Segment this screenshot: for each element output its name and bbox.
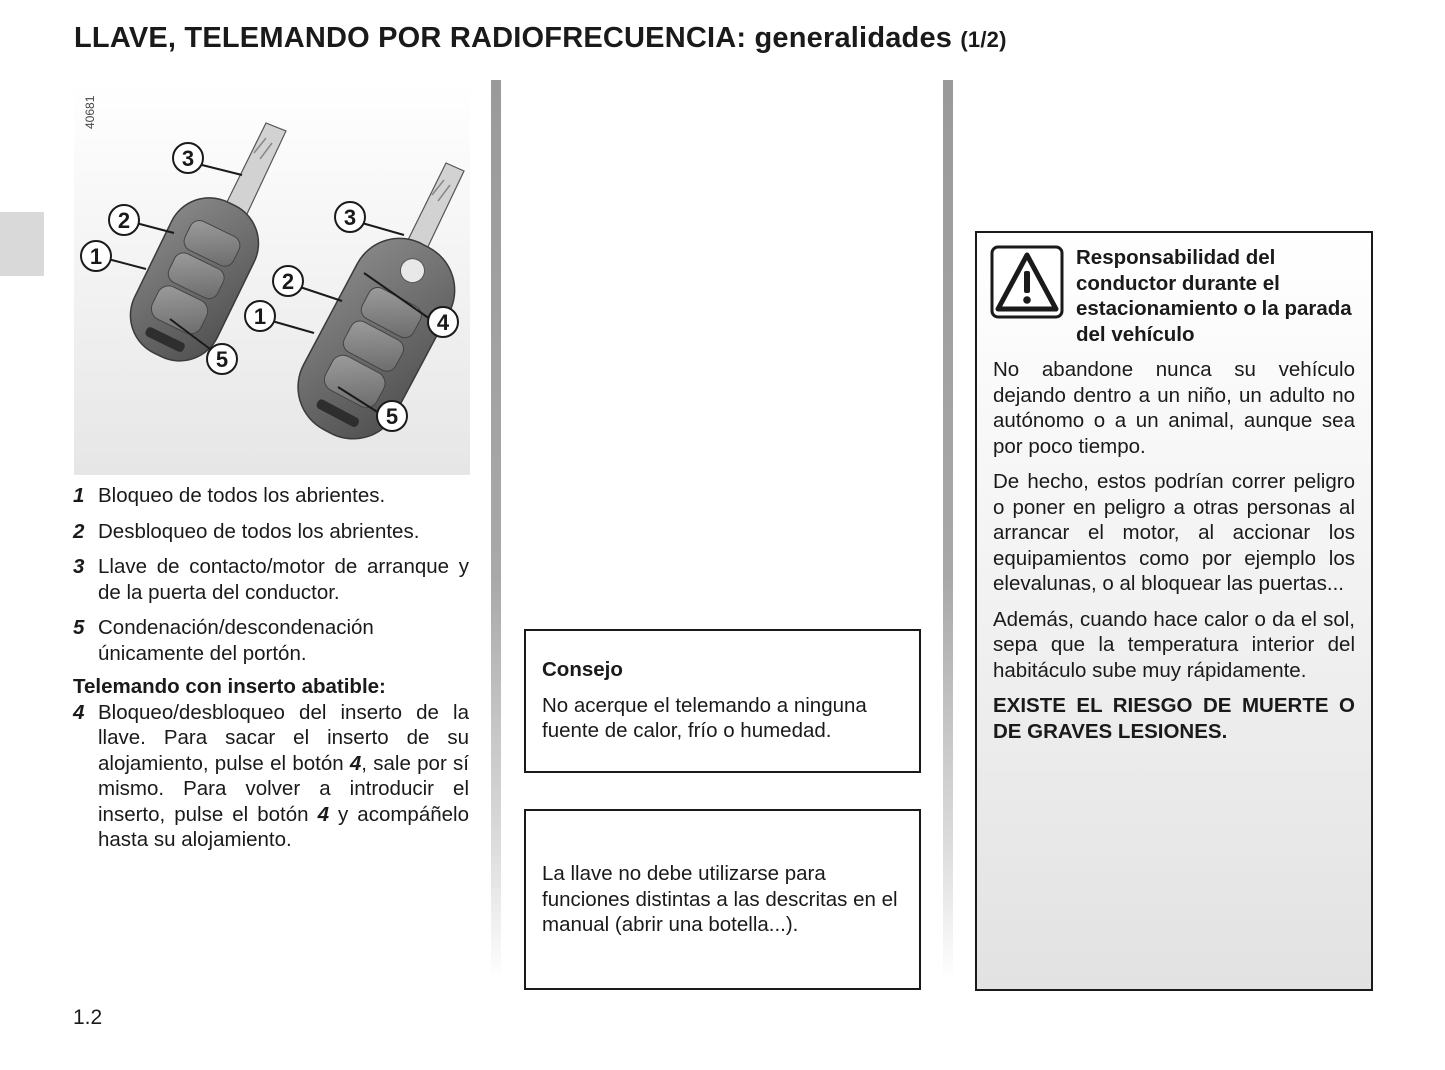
legend-subheading: Telemando con inserto abatible: bbox=[73, 675, 386, 698]
key-illustration bbox=[74, 83, 470, 475]
callout-3-left-label: 3 bbox=[181, 146, 195, 171]
legend-item-4-text-c: y acompáñelo hasta su alojamiento. bbox=[98, 802, 469, 851]
button-ref: 4 bbox=[317, 802, 329, 826]
callout-2-right-label: 2 bbox=[281, 269, 295, 294]
callout-2-left-label: 2 bbox=[117, 208, 131, 233]
callout-3-right-label: 3 bbox=[343, 205, 357, 230]
advice-heading: Consejo bbox=[542, 658, 623, 681]
legend-item bbox=[73, 483, 469, 509]
legend-item-number: 2 bbox=[73, 519, 85, 543]
callout-5-right-label: 5 bbox=[385, 404, 399, 429]
legend-item-number: 5 bbox=[73, 616, 85, 639]
key-drawing bbox=[74, 83, 470, 475]
legend-item-number: 4 bbox=[73, 700, 85, 724]
legend-item-4-text-b: , sale por sí mismo. Para volver a introducir el inserto, pulse el botón bbox=[98, 751, 469, 826]
legend-item-text: Condenación/descondenación únicamente del portón. bbox=[98, 616, 374, 665]
warning-title: Responsabilidad del conductor durante el estacionamiento o la parada del vehículo bbox=[1076, 246, 1352, 346]
key-usage-note bbox=[524, 809, 921, 990]
advice-box bbox=[524, 629, 921, 773]
warning-box bbox=[975, 231, 1373, 991]
figure-code: 40681 bbox=[83, 95, 97, 129]
callout-4-right-label: 4 bbox=[436, 310, 450, 335]
legend-list bbox=[73, 483, 469, 863]
warning-header bbox=[993, 245, 1355, 347]
button-ref: 4 bbox=[349, 751, 362, 775]
legend-item-text: Bloqueo de todos los abrientes. bbox=[98, 484, 386, 507]
advice-text: No acerque el telemando a ninguna fuente de calor, frío o humedad. bbox=[542, 693, 867, 742]
warning-paragraph: No abandone nunca su vehículo dejando dentro a un niño, un adulto no autónomo o a un animal, aunque sea por poco tiempo. bbox=[993, 358, 1355, 458]
legend-item-4-text-a: Bloqueo/desbloqueo del inserto de la llave. Para sacar el inserto de su alojamiento, pulse el botón bbox=[98, 700, 469, 775]
legend-item bbox=[73, 615, 469, 666]
column-divider-right bbox=[943, 80, 953, 980]
column-divider-left bbox=[491, 80, 501, 980]
warning-paragraph: Además, cuando hace calor o da el sol, sepa que la temperatura interior del habitáculo sube muy rápidamente. bbox=[993, 607, 1355, 682]
legend-item-4 bbox=[73, 700, 469, 853]
page-title-part: (1/2) bbox=[960, 27, 1007, 52]
section-tab bbox=[0, 212, 44, 276]
callout-1-left-label: 1 bbox=[89, 244, 103, 269]
legend-item bbox=[73, 554, 469, 605]
legend-item bbox=[73, 519, 469, 545]
legend-item-text: Llave de contacto/motor de arranque y de la puerta del conductor. bbox=[98, 555, 469, 604]
legend-item-number: 1 bbox=[73, 484, 85, 507]
page-title-main: LLAVE, TELEMANDO POR RADIOFRECUENCIA: generalidades bbox=[74, 22, 953, 54]
page-number: 1.2 bbox=[73, 1006, 103, 1029]
warning-triangle-icon bbox=[990, 245, 1064, 319]
callout-5-left-label: 5 bbox=[215, 347, 229, 372]
warning-paragraph: De hecho, estos podrían correr peligro o poner en peligro a otras personas al arrancar el motor, al accionar los equipamientos como por ejemplo los elevalunas, o al bloquear las puertas... bbox=[993, 470, 1355, 595]
legend-item-text bbox=[98, 700, 469, 853]
legend-item-number: 3 bbox=[73, 555, 85, 578]
page-title bbox=[74, 22, 1007, 55]
warning-emphasis: EXISTE EL RIESGO DE MUERTE O DE GRAVES LESIONES. bbox=[993, 694, 1355, 743]
legend-item-text: Desbloqueo de todos los abrientes. bbox=[98, 519, 420, 543]
key-usage-text: La llave no debe utilizarse para funciones distintas a las descritas en el manual (abrir una botella...). bbox=[542, 862, 898, 936]
callout-1-right-label: 1 bbox=[253, 304, 267, 329]
